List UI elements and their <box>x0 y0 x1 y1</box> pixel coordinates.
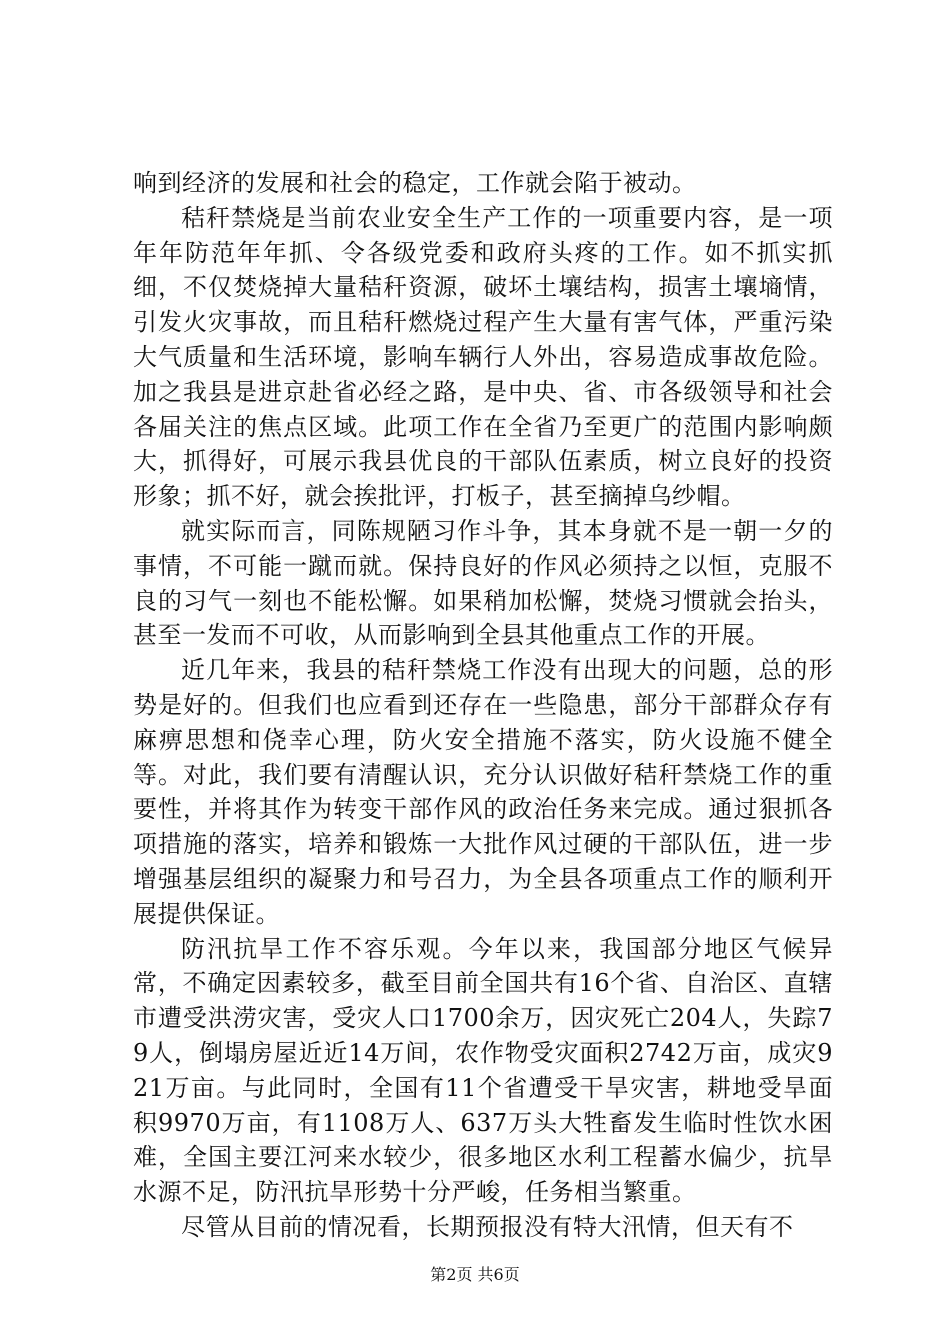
paragraph-3: 就实际而言，同陈规陋习作斗争，其本身就不是一朝一夕的事情，不可能一蹴而就。保持良好的作风必须持之以恒，克服不良的习气一刻也不能松懈。如果稍加松懈，焚烧习惯就会抬头，甚至一发而不可收，从而影响到全县其他重点工作的开展。 <box>133 516 833 650</box>
document-body <box>133 166 833 1245</box>
page-footer <box>0 1265 950 1285</box>
paragraph-4: 近几年来，我县的秸秆禁烧工作没有出现大的问题，总的形势是好的。但我们也应看到还存在一些隐患，部分干部群众存有麻痹思想和侥幸心理，防火安全措施不落实，防火设施不健全等。对此，我们要有清醒认识，充分认识做好秸秆禁烧工作的重要性，并将其作为转变干部作风的政治任务来完成。通过狠抓各项措施的落实，培养和锻炼一大批作风过硬的干部队伍，进一步增强基层组织的凝聚力和号召力，为全县各项重点工作的顺利开展提供保证。 <box>133 656 833 928</box>
paragraph-1: 响到经济的发展和社会的稳定，工作就会陷于被动。 <box>133 169 697 197</box>
paragraph-2: 秸秆禁烧是当前农业安全生产工作的一项重要内容，是一项年年防范年年抓、令各级党委和政府头疼的工作。如不抓实抓细，不仅焚烧掉大量秸秆资源，破坏土壤结构，损害土壤墒情，引发火灾事故，而且秸秆燃烧过程产生大量有害气体，严重污染大气质量和生活环境，影响车辆行人外出，容易造成事故危险。加之我县是进京赴省必经之路，是中央、省、市各级领导和社会各届关注的焦点区域。此项工作在全省乃至更广的范围内影响颇大，抓得好，可展示我县优良的干部队伍素质，树立良好的投资形象；抓不好，就会挨批评，打板子，甚至摘掉乌纱帽。 <box>133 203 833 511</box>
page-number-label: 第2页 共6页 <box>430 1265 520 1284</box>
paragraph-5: 防汛抗旱工作不容乐观。今年以来，我国部分地区气候异常，不确定因素较多，截至目前全国共有16个省、自治区、直辖市遭受洪涝灾害，受灾人口1700余万，因灾死亡204人，失踪79人，倒塌房屋近近14万间，农作物受灾面积2742万亩，成灾921万亩。与此同时，全国有11个省遭受干旱灾害，耕地受旱面积9970万亩，有1108万人、637万头大牲畜发生临时性饮水困难，全国主要江河来水较少，很多地区水利工程蓄水偏少，抗旱水源不足，防汛抗旱形势十分严峻，任务相当繁重。 <box>133 934 833 1207</box>
paragraph-6: 尽管从目前的情况看，长期预报没有特大汛情，但天有不 <box>181 1212 794 1241</box>
